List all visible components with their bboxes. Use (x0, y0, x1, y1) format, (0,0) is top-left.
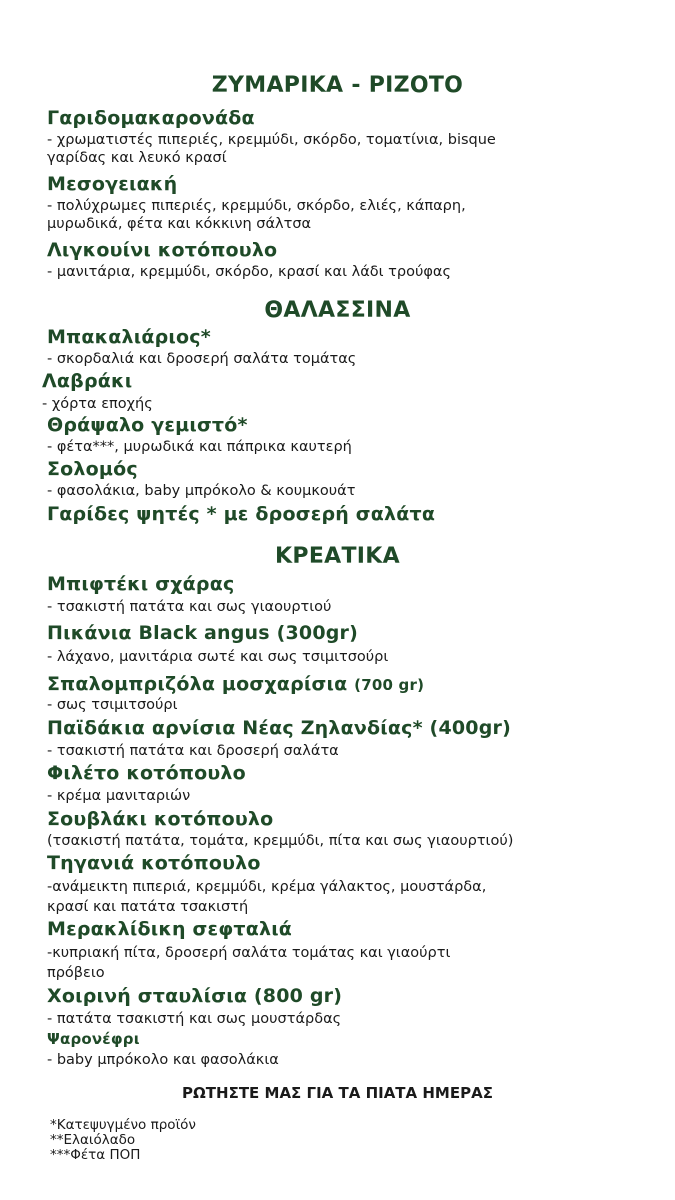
dish-desc: - λάχανο, μανιτάρια σωτέ και σως τσιμιτσούρι (47, 649, 389, 665)
dish-name: Παϊδάκια αρνίσια Νέας Ζηλανδίας* (400gr) (47, 717, 511, 739)
dish-desc: - πατάτα τσακιστή και σως μουστάρδας (47, 1011, 342, 1027)
dish-desc: πρόβειο (47, 965, 105, 981)
section-title-meat: ΚΡΕΑΤΙΚΑ (275, 544, 400, 569)
dish-desc: (τσακιστή πατάτα, τομάτα, κρεμμύδι, πίτα και σως γιαουρτιού) (47, 833, 514, 849)
dish-desc: - κρέμα μανιταριών (47, 788, 191, 804)
dish-name: Μπακαλιάριος* (47, 326, 211, 348)
footnote: *Κατεψυγμένο προϊόν (50, 1117, 196, 1133)
dish-name: Πικάνια Black angus (300gr) (47, 622, 358, 644)
dish-desc: κρασί και πατάτα τσακιστή (47, 899, 249, 915)
dish-desc: - σως τσιμιτσούρι (47, 697, 178, 713)
dish-desc: - πολύχρωμες πιπεριές, κρεμμύδι, σκόρδο, ελιές, κάπαρη, (47, 198, 466, 214)
dish-name: Ψαρονέφρι (47, 1030, 140, 1048)
dish-name: Τηγανιά κοτόπουλο (47, 852, 261, 874)
section-title-seafood: ΘΑΛΑΣΣΙΝΑ (264, 298, 411, 323)
daily-dishes-notice: ΡΩΤΗΣΤΕ ΜΑΣ ΓΙΑ ΤΑ ΠΙΑΤΑ ΗΜΕΡΑΣ (182, 1084, 493, 1102)
dish-desc: - baby μπρόκολο και φασολάκια (47, 1052, 279, 1068)
dish-desc: - φέτα***, μυρωδικά και πάπρικα καυτερή (47, 439, 352, 455)
dish-name: Θράψαλο γεμιστό* (47, 414, 248, 436)
dish-desc: - τσακιστή πατάτα και σως γιαουρτιού (47, 599, 332, 615)
dish-desc: - τσακιστή πατάτα και δροσερή σαλάτα (47, 743, 339, 759)
dish-name-text: Σπαλομπριζόλα μοσχαρίσια (47, 673, 348, 695)
dish-name: Μερακλίδικη σεφταλιά (47, 918, 293, 940)
dish-name: Φιλέτο κοτόπουλο (47, 762, 246, 784)
footnote: ***Φέτα ΠΟΠ (50, 1147, 141, 1163)
dish-name (47, 673, 424, 695)
dish-name: Σουβλάκι κοτόπουλο (47, 808, 274, 830)
dish-desc: γαρίδας και λευκό κρασί (47, 150, 227, 166)
dish-desc: - σκορδαλιά και δροσερή σαλάτα τομάτας (47, 351, 357, 367)
dish-name: Λαβράκι (42, 370, 133, 392)
dish-name: Σολομός (47, 458, 138, 480)
dish-desc: -ανάμεικτη πιπεριά, κρεμμύδι, κρέμα γάλακτος, μουστάρδα, (47, 879, 487, 895)
dish-desc: μυρωδικά, φέτα και κόκκινη σάλτσα (47, 216, 312, 232)
dish-name: Χοιρινή σταυλίσια (800 gr) (47, 985, 343, 1007)
footnote: **Ελαιόλαδο (50, 1132, 136, 1148)
dish-desc: - χρωματιστές πιπεριές, κρεμμύδι, σκόρδο, τοματίνια, bisque (47, 132, 496, 148)
dish-desc: - φασολάκια, baby μπρόκολο & κουμκουάτ (47, 483, 356, 499)
dish-name: Γαρίδες ψητές * με δροσερή σαλάτα (47, 503, 436, 525)
dish-name: Μπιφτέκι σχάρας (47, 573, 235, 595)
dish-name: Λιγκουίνι κοτόπουλο (47, 239, 278, 261)
section-title-pasta: ΖΥΜΑΡΙΚΑ - ΡΙΖΟΤΟ (211, 73, 464, 98)
dish-weight: (700 gr) (354, 676, 425, 694)
dish-name: Μεσογειακή (47, 173, 178, 195)
dish-name: Γαριδομακαρονάδα (47, 107, 255, 129)
dish-desc: - μανιτάρια, κρεμμύδι, σκόρδο, κρασί και λάδι τρούφας (47, 264, 451, 280)
dish-desc: - χόρτα εποχής (42, 396, 153, 412)
dish-desc: -κυπριακή πίτα, δροσερή σαλάτα τομάτας και γιαούρτι (47, 945, 451, 961)
